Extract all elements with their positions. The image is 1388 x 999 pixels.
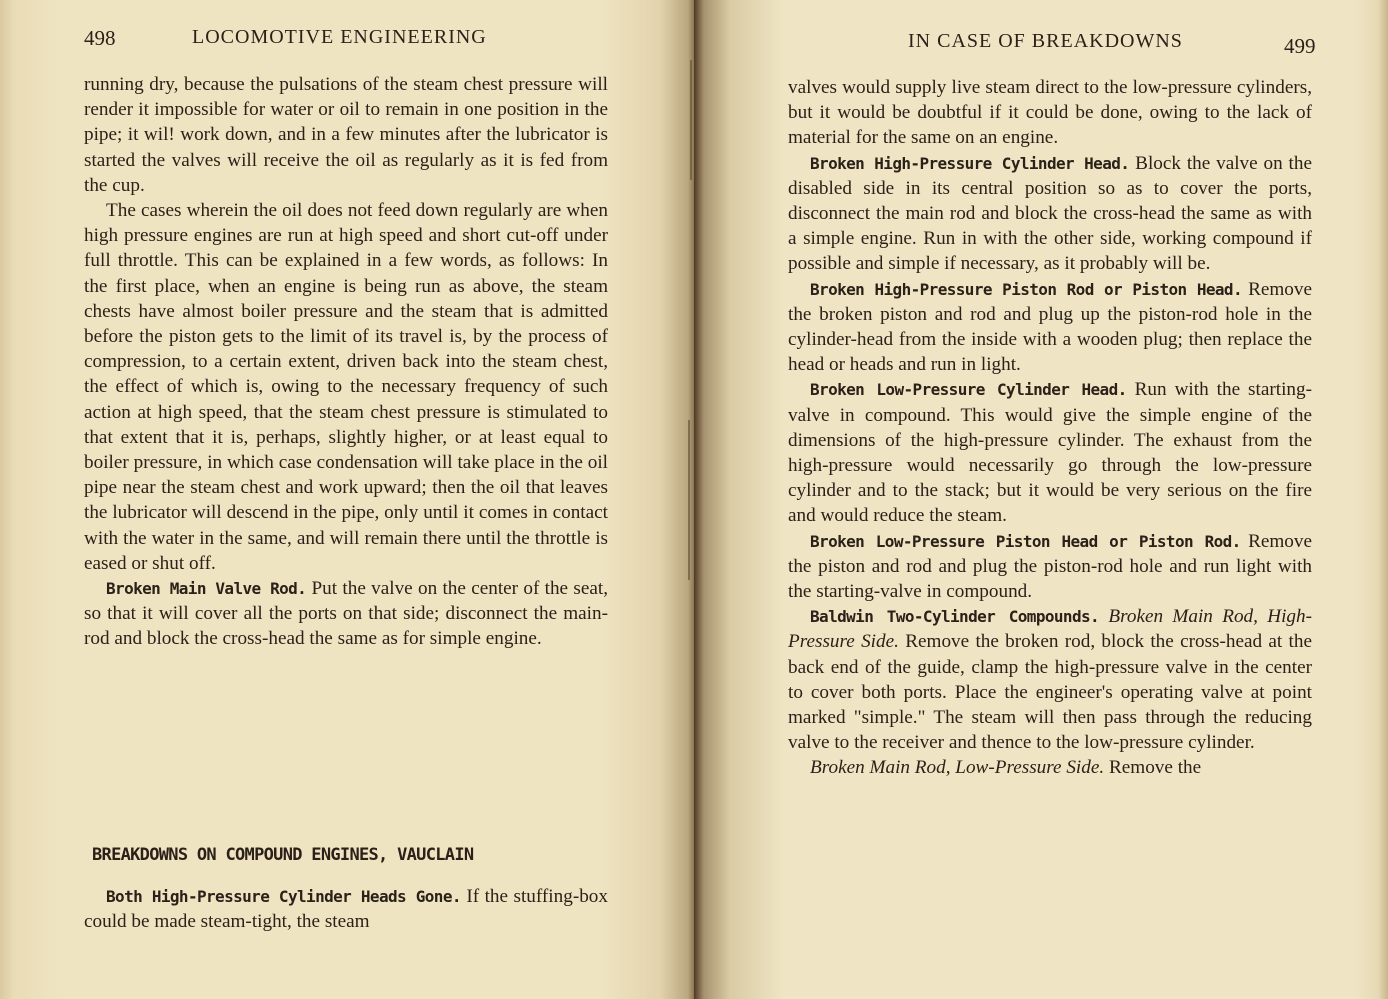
paragraph-body: Remove the broken piston and rod and plug up the piston-rod hole in the cylinder-head from the inside with a wooden plug; then replace the head or heads and run in light. — [788, 278, 1313, 376]
paragraph: valves would supply live steam direct to the low-pressure cylinders, but it would be doubtful if it could be done, owing to the lack of material for the same on an engine. — [788, 77, 1312, 149]
section-heading: BREAKDOWNS ON COMPOUND ENGINES, VAUCLAIN — [92, 845, 474, 865]
paragraph-heading: Broken Low-Pressure Cylinder Head. — [810, 380, 1127, 400]
left-body-text-2 — [84, 884, 608, 934]
gutter-shadow — [690, 60, 692, 180]
paragraph-body: Remove the — [1108, 757, 1202, 779]
paragraph-body: If the stuffing-box could be made steam-tight, the steam — [84, 886, 608, 933]
paragraph-body: Run with the starting-valve in compound. This would give the simple engine of the dimensions of the high-pressure cylinder. The exhaust from the high-pressure would necessarily go through the low-pressure cylinder and to the stack; but it would be very serious on the fire and would reduce the steam. — [788, 379, 1312, 527]
paragraph — [84, 576, 608, 652]
paragraph-subheading: Broken Main Rod, Low-Pressure Side. — [810, 757, 1105, 779]
paragraph — [788, 604, 1312, 755]
paragraph — [788, 377, 1312, 528]
paragraph-heading: Baldwin Two-Cylinder Compounds. — [810, 607, 1100, 627]
paragraph-body: Remove the piston and rod and plug the piston-rod hole and run light with the starting-valve in compound. — [788, 530, 1313, 603]
paragraph-heading: Broken Main Valve Rod. — [106, 579, 307, 599]
paragraph-body: Remove the broken rod, block the cross-head at the back end of the guide, clamp the high-pressure valve in the center to cover both ports. Place the engineer's operating valve at point marked "simple." The steam will then pass through the reducing valve to the receiver and thence to the low-pressure cylinder. — [788, 631, 1312, 754]
page-number-right: 499 — [1284, 34, 1316, 58]
paragraph: running dry, because the pulsations of the steam chest pressure will render it impossible for water or oil to remain in one position in the pipe; it wil! work down, and in a few minutes after the lubricator is started the valves will receive the oil as regularly as it is fed from the cup. — [84, 74, 608, 196]
paragraph-heading: Broken High-Pressure Cylinder Head. — [810, 153, 1130, 173]
paragraph — [788, 277, 1312, 378]
paragraph — [84, 884, 608, 934]
paragraph — [788, 529, 1312, 605]
gutter-shadow — [688, 420, 690, 580]
right-page — [694, 0, 1388, 999]
paragraph-body: Block the valve on the disabled side in its central position so as to cover the ports, disconnect the main rod and block the cross-head the same as with a simple engine. Run in with the other side, working compound if possible and simple if necessary, as it probably will be. — [788, 152, 1312, 275]
running-head-left: LOCOMOTIVE ENGINEERING — [192, 26, 487, 48]
right-body-text — [788, 75, 1312, 781]
running-head-right: IN CASE OF BREAKDOWNS — [908, 30, 1183, 52]
paragraph: The cases wherein the oil does not feed down regularly are when high pressure engines are run at high speed and short cut-off under full throttle. This can be explained in a few words, as follows: In the first place, when an engine is being run as above, the steam chests have almost boiler pressure and the steam that is admitted before the piston gets to the limit of its travel is, by the process of compression, to a certain extent, driven back into the steam chest, the effect of which is, owing to the necessary frequency of such action at high speed, that the steam chest pressure is stimulated to that extent that it is, perhaps, slightly higher, or at least equal to boiler pressure, in which case condensation will take place in the oil pipe near the steam chest and work upward; then the oil that leaves the lubricator will descend in the pipe, only until it comes in contact with the water in the same, and will remain there until the throttle is eased or shut off. — [84, 200, 608, 574]
left-body-text — [84, 72, 608, 652]
paragraph-heading: Broken High-Pressure Piston Rod or Piston Head. — [810, 279, 1243, 299]
paragraph — [788, 755, 1312, 780]
paragraph-body: Put the valve on the center of the seat, so that it will cover all the ports on that side; disconnect the main-rod and block the cross-head the same as for simple engine. — [84, 578, 608, 650]
paragraph — [788, 151, 1312, 277]
page-number-left: 498 — [84, 26, 116, 50]
paragraph-subheading: Broken Main Rod, High-Pressure Side. — [788, 606, 1313, 653]
paragraph-heading: Broken Low-Pressure Piston Head or Piston Rod. — [810, 531, 1241, 551]
paragraph-heading: Both High-Pressure Cylinder Heads Gone. — [106, 887, 461, 906]
